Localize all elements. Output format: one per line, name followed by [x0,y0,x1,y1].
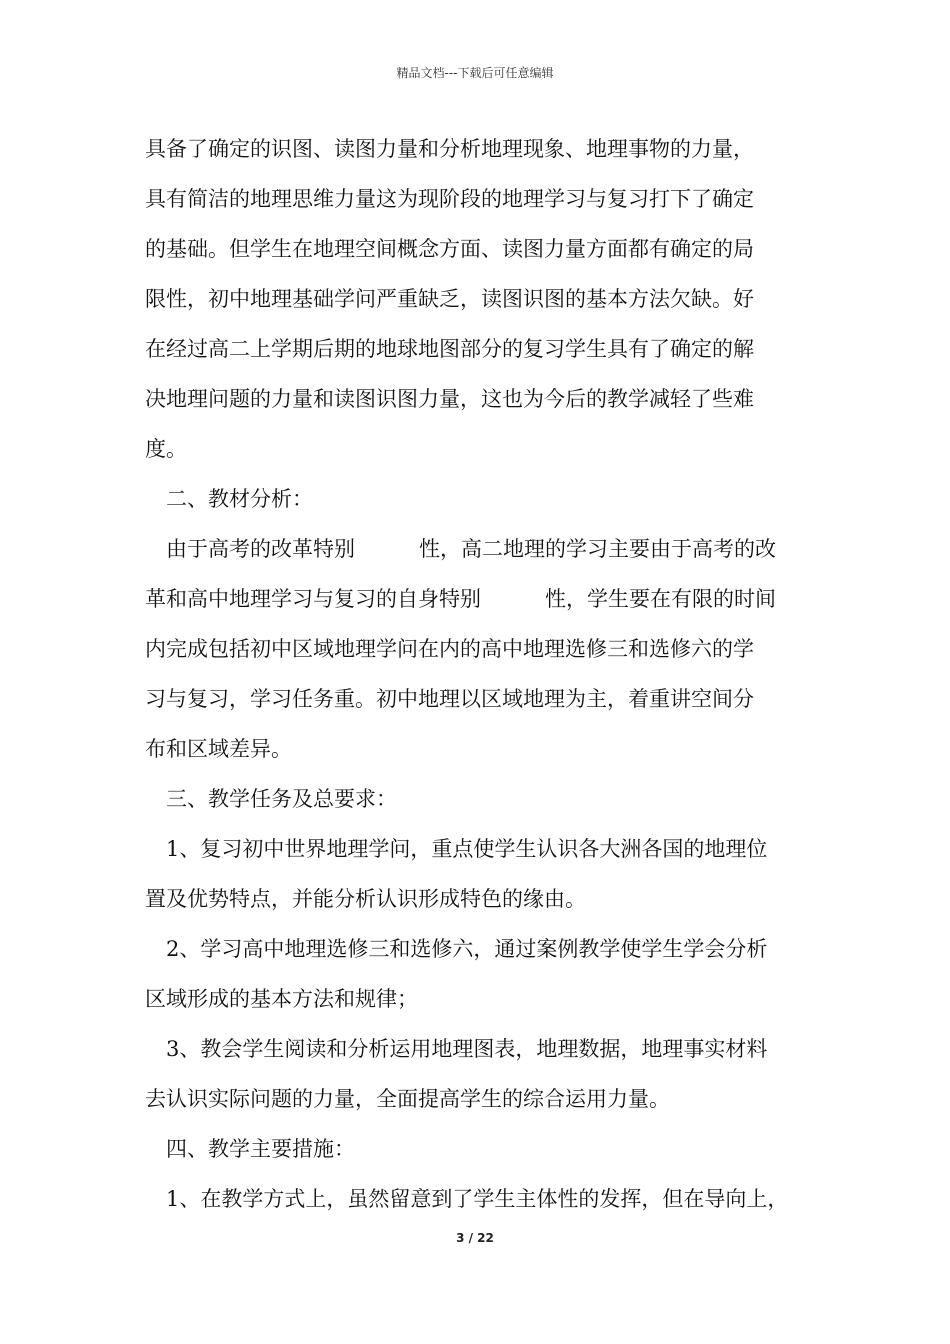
section-heading-measures: 四、教学主要措施： [166,1137,355,1161]
body-line [145,524,810,574]
list-item: 1、复习初中世界地理学问，重点使学生认识各大洲各国的地理位 [166,837,768,861]
body-line: 限性，初中地理基础学问严重缺乏，读图识图的基本方法欠缺。好 [145,287,754,311]
text-segment: 性，学生要在有限的时间 [545,587,776,611]
body-line: 区域形成的基本方法和规律； [145,987,418,1011]
list-item: 3、教会学生阅读和分析运用地理图表，地理数据，地理事实材料 [166,1037,768,1061]
text-segment: 性，高二地理的学习主要由于高考的改 [419,537,776,561]
body-line: 习与复习，学习任务重。初中地理以区域地理为主，着重讲空间分 [145,687,754,711]
page-header: 精品文档---下载后可任意编辑 [396,66,554,80]
body-line: 具备了确定的识图、读图力量和分析地理现象、地理事物的力量， [145,137,754,161]
body-line: 在经过高二上学期后期的地球地图部分的复习学生具有了确定的解 [145,337,754,361]
list-item: 1、在教学方式上，虽然留意到了学生主体性的发挥，但在导向上， [166,1187,789,1211]
body-line: 去认识实际问题的力量，全面提高学生的综合运用力量。 [145,1087,670,1111]
body-line: 的基础。但学生在地理空间概念方面、读图力量方面都有确定的局 [145,237,754,261]
text-segment: 由于高考的改革特别 [166,537,355,561]
body-line: 度。 [145,437,187,461]
list-item: 2、学习高中地理选修三和选修六，通过案例教学使学生学会分析 [166,937,768,961]
document-body [145,124,810,1224]
section-heading-tasks: 三、教学任务及总要求： [166,787,397,811]
body-line: 布和区域差异。 [145,737,292,761]
body-line: 内完成包括初中区域地理学问在内的高中地理选修三和选修六的学 [145,637,754,661]
page-number: 3 / 22 [456,1231,494,1245]
body-line: 置及优势特点，并能分析认识形成特色的缘由。 [145,887,586,911]
text-segment: 革和高中地理学习与复习的自身特别 [145,587,481,611]
section-heading-materials: 二、教材分析： [166,487,313,511]
body-line: 具有简洁的地理思维力量这为现阶段的地理学习与复习打下了确定 [145,187,754,211]
body-line [145,574,810,624]
body-line: 决地理问题的力量和读图识图力量，这也为今后的教学减轻了些难 [145,387,754,411]
